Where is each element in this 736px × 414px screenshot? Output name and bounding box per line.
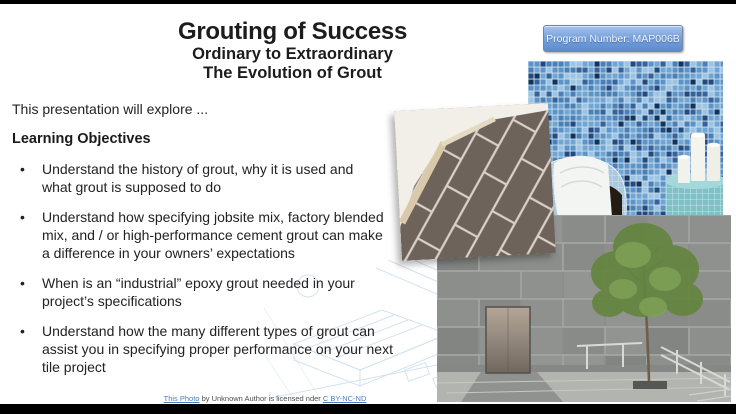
bottom-letterbox-bar [0, 404, 736, 414]
bullet-2-line-2: mix, and / or high-performance cement grout can make [42, 227, 383, 243]
bullet-4-line-2: assist you in specifying proper performance on your next [42, 341, 393, 357]
bullet-3-line-1: When is an “industrial” epoxy grout needed in your [42, 275, 355, 291]
bullet-item-2 [12, 208, 420, 262]
bullet-2-line-1: Understand how specifying jobsite mix, factory blended [42, 209, 384, 225]
bullet-item-1 [12, 160, 420, 196]
title-block [40, 18, 545, 83]
intro-line: This presentation will explore ... [12, 101, 209, 117]
bullet-4-line-1: Understand how the many different types of grout can [42, 323, 375, 339]
objectives-list [12, 160, 420, 376]
bullet-4-line-3: tile project [42, 359, 106, 375]
program-number-label: Program Number: MAP006B [546, 32, 680, 45]
bullet-marker: • [20, 323, 25, 339]
bullet-item-3 [12, 274, 420, 310]
bullet-marker: • [20, 275, 25, 291]
slide-subtitle-1: Ordinary to Extraordinary [192, 45, 393, 63]
attribution-text: by Unknown Author is licensed nder [199, 394, 323, 403]
bullet-1-line-1: Understand the history of grout, why it is used and [42, 161, 354, 177]
body-text-block [12, 100, 420, 388]
bullet-marker: • [20, 161, 25, 177]
program-number-badge [543, 25, 683, 52]
presentation-slide [0, 4, 736, 404]
bullet-item-4 [12, 322, 420, 376]
bullet-1-line-2: what grout is supposed to do [42, 179, 222, 195]
photo-attribution [95, 394, 435, 403]
bullet-2-line-3: a difference in your owners’ expectations [42, 245, 295, 261]
this-photo-link[interactable]: This Photo [163, 394, 200, 403]
license-link[interactable]: C BY-NC-ND [322, 394, 367, 403]
bullet-3-line-2: project’s specifications [42, 293, 182, 309]
photo-blue-mosaic-spa [528, 61, 723, 217]
slide-subtitle-2: The Evolution of Grout [203, 64, 382, 82]
bullet-marker: • [20, 209, 25, 225]
slide-title: Grouting of Success [177, 18, 407, 45]
learning-objectives-heading: Learning Objectives [12, 131, 151, 147]
